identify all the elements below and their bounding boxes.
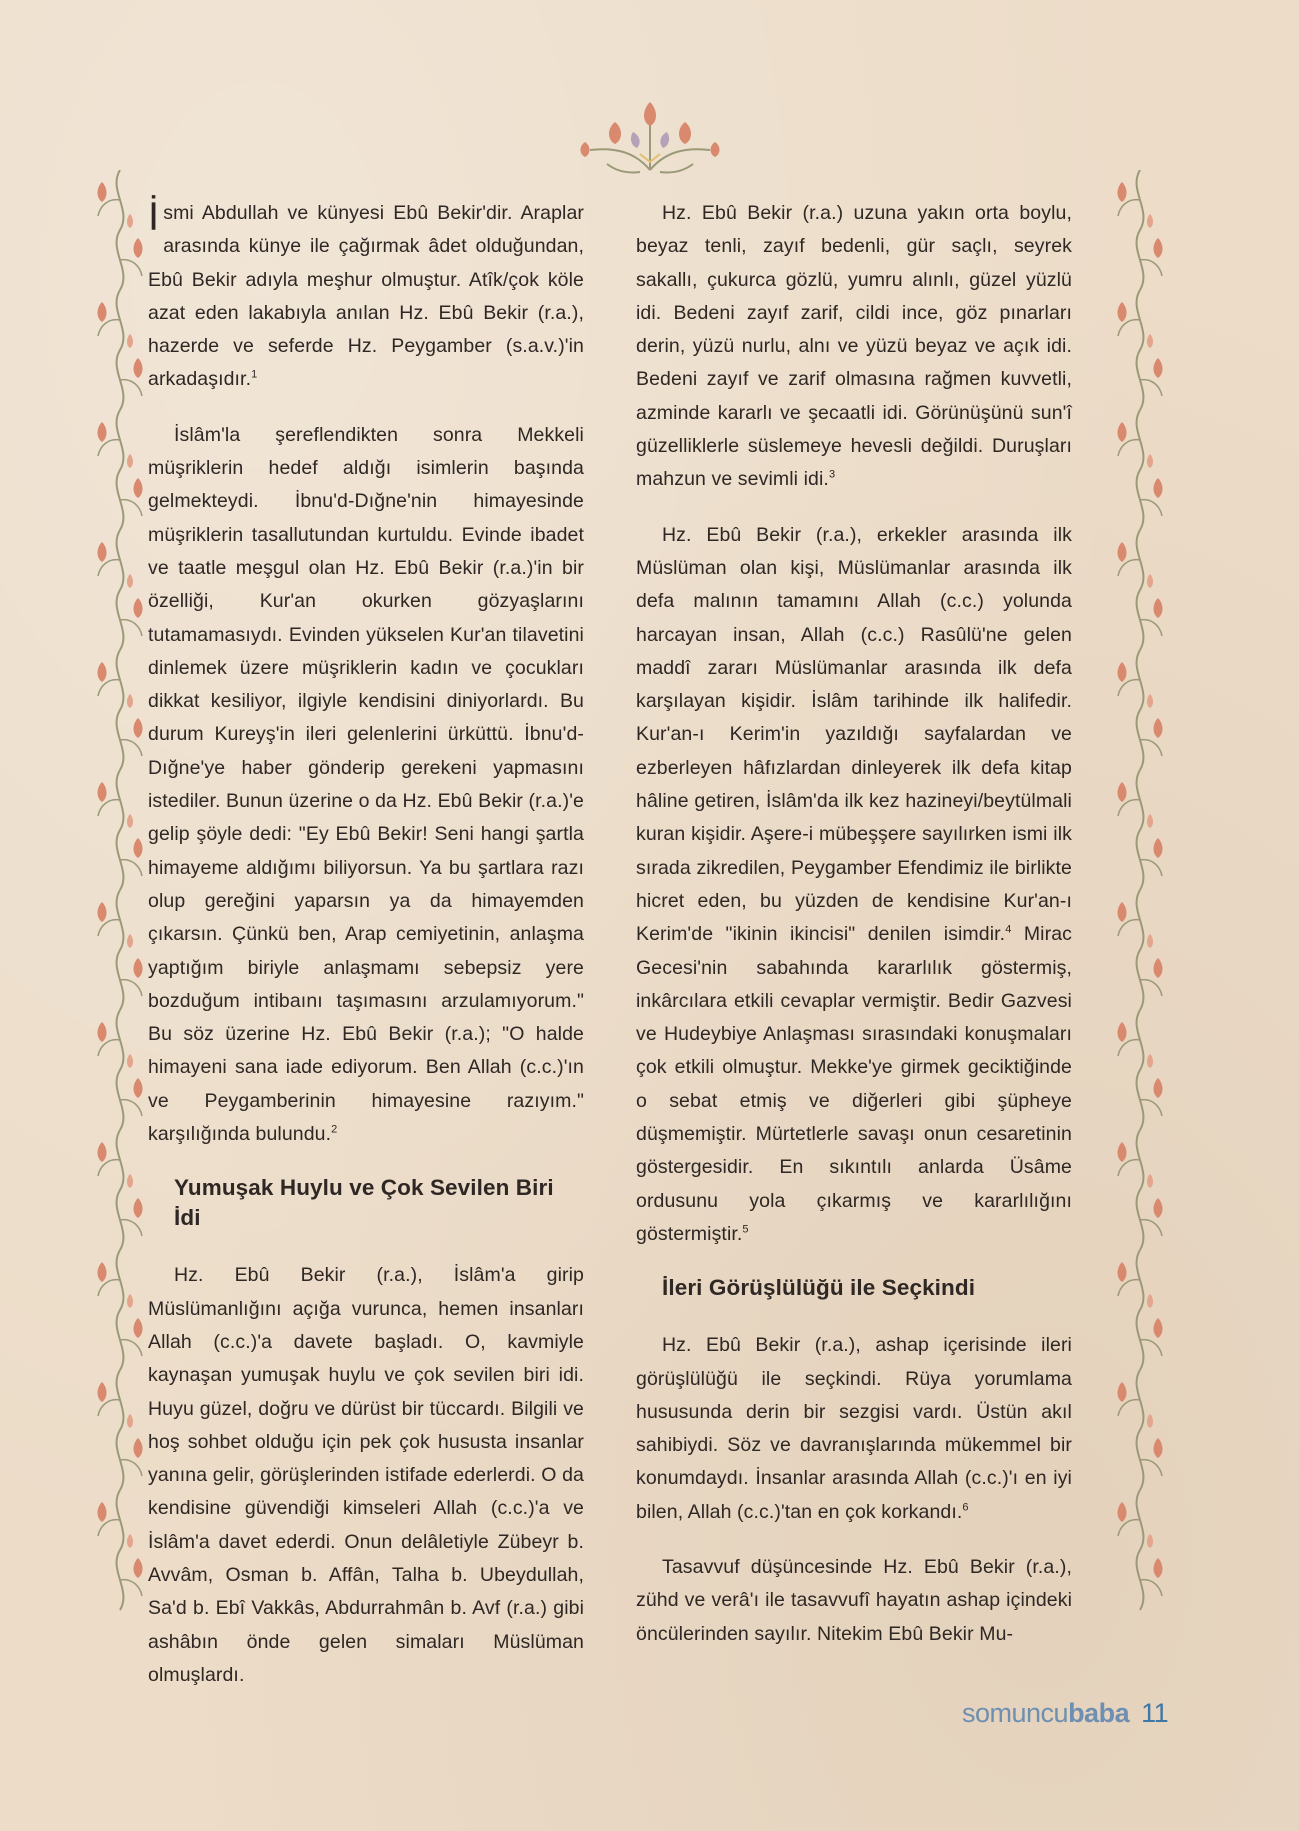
floral-border-icon <box>90 170 150 1670</box>
tulip-ornament-icon <box>545 92 755 177</box>
brand-name-bold: baba <box>1068 1698 1130 1728</box>
footnote-ref: 1 <box>251 368 258 381</box>
paragraph: İslâm'la şereflendikten sonra Mekkeli müşriklerin hedef aldığı isimlerin başında gelmekteydi. İbnu'd-Dığne'nin himayesinde müşriklerin tasallutundan kurtuldu. Evinde ibadet ve taatle meşgul olan Hz. Ebû Bekir (r.a.)'in bir özelliği, Kur'an okurken gözyaşlarını tutamamasıydı. Evinden yükselen Kur'an tilavetini dinlemek üzere müşriklerin kadın ve çocukları dikkat kesiliyor, ilgiyle kendisini diniyorlardı. Bu durum Kureyş'in ileri gelenlerini ürküttü. İbnu'd-Dığne'ye haber gönderip gerekeni yapmasını istediler. Bunun üzerine o da Hz. Ebû Bekir (r.a.)'e gelip şöyle dedi: "Ey Ebû Bekir! Seni hangi şartla himayeme aldığımı biliyorsun. Ya bu şartlara razı olup gereğini yaparsın ya da himayemden çıkarsın. Çünkü ben, Arap cemiyetinin, anlaşma yaptığım biriyle anlaşmamı sebepsiz yere bozduğum intibaını taşımasını arzulamıyorum." Bu söz üzerine Hz. Ebû Bekir (r.a.); "O halde himayeni sana iade ediyorum. Ben Allah (c.c.)'ın ve Peygamberinin himayesine razıyım." karşılığında bulundu.$^2$ <box>148 423 584 1146</box>
paragraph: Hz. Ebû Bekir (r.a.), İslâm'a girip Müslümanlığını açığa vurunca, hemen insanları Allah (c.c.)'a davete başladı. O, kavmiyle kaynaşan yumuşak huylu ve çok sevilen biri idi. Huyu güzel, doğru ve dürüst bir tüccardı. Bilgili ve hoş sohbet olduğu için pek çok hususta insanlar yanına gelir, görüşlerinden istifade ederlerdi. O da kendisine güvendiği kimseleri Allah (c.c.)'a ve İslâm'a davet ederdi. Onun delâletiyle Zübeyr b. Avvâm, Osman b. Affân, Talha b. Ubeydullah, Sa'd b. Ebî Vakkâs, Abdurrahmân b. Avf (r.a.) gibi ashâbın önde gelen simaları Müslüman olmuşlardı. <box>148 1264 584 1686</box>
floral-border-icon <box>1110 170 1170 1670</box>
footnote-ref: 4 <box>1005 923 1012 936</box>
footnote-ref: 5 <box>742 1223 749 1236</box>
page-number: 11 <box>1141 1698 1169 1728</box>
paragraph: Hz. Ebû Bekir (r.a.), ashap içerisinde ileri görüşlülüğü ile seçkindi. Rüya yorumlama hususunda derin bir sezgisi vardı. Üstün akıl sahibiydi. Söz ve davranışlarında mükemmel bir konumdaydı. İnsanlar arasında Allah (c.c.)'ı en iyi bilen, Allah (c.c.)'tan en çok korkandı.$^6$ <box>636 1334 1072 1523</box>
section-heading: Yumuşak Huylu ve Çok Sevilen Biri İdi <box>174 1175 554 1231</box>
brand-name-light: somuncu <box>962 1698 1069 1728</box>
drop-cap: İ <box>148 195 160 239</box>
right-column <box>636 197 1072 1673</box>
paragraph: Hz. Ebû Bekir (r.a.) uzuna yakın orta boylu, beyaz tenli, zayıf bedenli, gür saçlı, seyrek sakallı, çukurca gözlü, yumru alınlı, güzel yüzlü idi. Bedeni zayıf zarif, cildi ince, göz pınarları derin, yüzü nurlu, alnı ve yüzü beyaz ve açık idi. Bedeni zayıf ve zarif olmasına rağmen kuvvetli, azminde kararlı ve şecaatli idi. Görünüşünü sun'î güzelliklerle süslemeye hevesli değildi. Duruşları mahzun ve sevimli idi.$^3$ <box>636 202 1072 491</box>
intro-paragraph: İsmi Abdullah ve künyesi Ebû Bekir'dir. Araplar arasında künye ile çağırmak âdet olduğundan, Ebû Bekir adıyla meşhur olmuştur. Atîk/çok köle azat eden lakabıyla anılan Hz. Ebû Bekir (r.a.), hazerde ve seferde Hz. Peygamber (s.a.v.)'in arkadaşıdır.$^1$ <box>148 195 584 391</box>
left-column <box>148 197 584 1714</box>
page-footer <box>962 1698 1168 1729</box>
footnote-ref: 2 <box>331 1123 338 1136</box>
paragraph: Hz. Ebû Bekir (r.a.), erkekler arasında ilk Müslüman olan kişi, Müslümanlar arasında ilk defa malının tamamını Allah (c.c.) yolunda harcayan insan, Allah (c.c.) Rasûlü'ne gelen maddî zararı Müslümanlar arasında ilk defa karşılayan kişidir. İslâm tarihinde ilk halifedir. Kur'an-ı Kerim'in yazıldığı sayfalardan ve ezberleyen hâfızlardan dinleyerek ilk defa kitap hâline getiren, İslâm'da ilk kez hazineyi/beytülmali kuran kişidir. Aşere-i mübeşşere sayılırken ismi ilk sırada zikredilen, Peygamber Efendimiz ile birlikte hicret eden, bu yüzden de kendisine Kur'an-ı Kerim'de "ikinin ikincisi" denilen isimdir.$^4$ Mirac Gecesi'nin sabahında kararlılık göstermiş, inkârcılara etkili cevaplar vermiştir. Bedir Gazvesi ve Hudeybiye Anlaşması sırasındaki konuşmaları çok etkili olmuştur. Mekke'ye girmek geciktiğinde o sebat etmiş ve diğerleri gibi şüpheye düşmemiştir. Mürtetlerle savaşı onun cesaretinin göstergesidir. En sıkıntılı anlarda Üsâme ordusunu yola çıkarmış ve kararlılığını göstermiştir.$^5$ <box>636 523 1072 1245</box>
footnote-ref: 6 <box>962 1501 969 1514</box>
section-heading: İleri Görüşlülüğü ile Seçkindi <box>662 1275 976 1301</box>
footnote-ref: 3 <box>828 468 836 481</box>
paragraph: Tasavvuf düşüncesinde Hz. Ebû Bekir (r.a.), zühd ve verâ'ı ile tasavvufî hayatın ashap içindeki öncülerinden sayılır. Nitekim Ebû Bekir Mu- <box>636 1555 1072 1645</box>
